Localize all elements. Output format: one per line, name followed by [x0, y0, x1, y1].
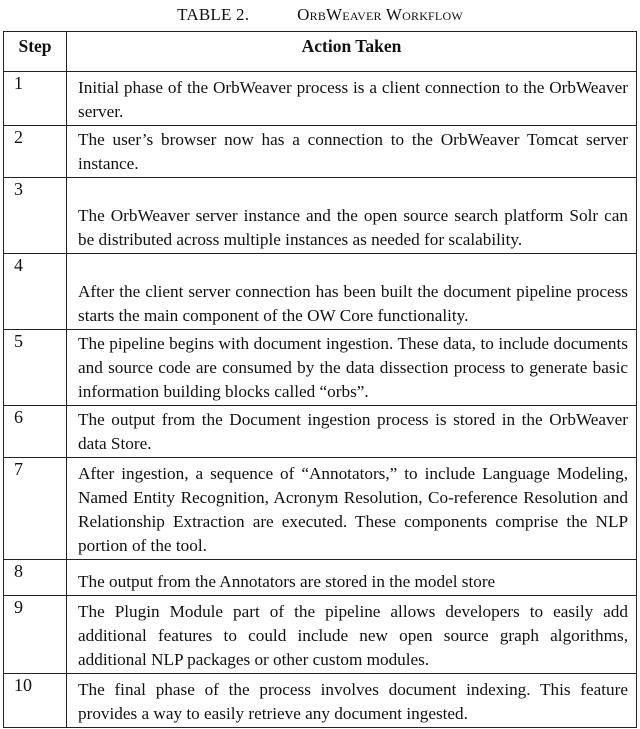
step-number: 9 — [4, 596, 67, 674]
table-row — [4, 178, 637, 254]
action-text: After ingestion, a sequence of “Annotators,” to include Language Modeling, Named Entity Recognition, Acronym Resolution, Co-reference Resolution and Relationship Extraction are executed. These components comprise the NLP portion of the tool. — [67, 458, 637, 560]
table-row — [4, 406, 637, 458]
step-number: 2 — [4, 126, 67, 178]
table-row — [4, 458, 637, 560]
table-row — [4, 674, 637, 728]
action-text: After the client server connection has been built the document pipeline process starts the main component of the OW Core functionality. — [67, 254, 637, 330]
table-caption — [0, 0, 640, 30]
step-number: 8 — [4, 560, 67, 596]
table-row — [4, 330, 637, 406]
column-header-action: Action Taken — [67, 32, 637, 72]
action-text: The output from the Document ingestion process is stored in the OrbWeaver data Store. — [67, 406, 637, 458]
table-row — [4, 254, 637, 330]
table-row — [4, 560, 637, 596]
action-text: Initial phase of the OrbWeaver process is a client connection to the OrbWeaver server. — [67, 72, 637, 126]
workflow-table — [3, 31, 637, 728]
action-text: The output from the Annotators are stored in the model store — [67, 560, 637, 596]
step-number: 1 — [4, 72, 67, 126]
table-number: TABLE 2. — [177, 5, 250, 24]
action-text: The user’s browser now has a connection to the OrbWeaver Tomcat server instance. — [67, 126, 637, 178]
table-row — [4, 596, 637, 674]
step-number: 3 — [4, 178, 67, 254]
step-number: 7 — [4, 458, 67, 560]
action-text: The final phase of the process involves document indexing. This feature provides a way to easily retrieve any document ingested. — [67, 674, 637, 728]
step-number: 4 — [4, 254, 67, 330]
action-text: The Plugin Module part of the pipeline allows developers to easily add additional features to could include new open source graph algorithms, additional NLP packages or other custom modules. — [67, 596, 637, 674]
table-row — [4, 126, 637, 178]
step-number: 5 — [4, 330, 67, 406]
action-text: The pipeline begins with document ingestion. These data, to include documents and source code are consumed by the data dissection process to generate basic information building blocks called “orbs”. — [67, 330, 637, 406]
column-header-step: Step — [4, 32, 67, 72]
step-number: 10 — [4, 674, 67, 728]
table-row — [4, 72, 637, 126]
table-title: OrbWeaver Workflow — [297, 5, 463, 24]
header-row — [4, 32, 637, 72]
action-text: The OrbWeaver server instance and the open source search platform Solr can be distributed across multiple instances as needed for scalability. — [67, 178, 637, 254]
step-number: 6 — [4, 406, 67, 458]
